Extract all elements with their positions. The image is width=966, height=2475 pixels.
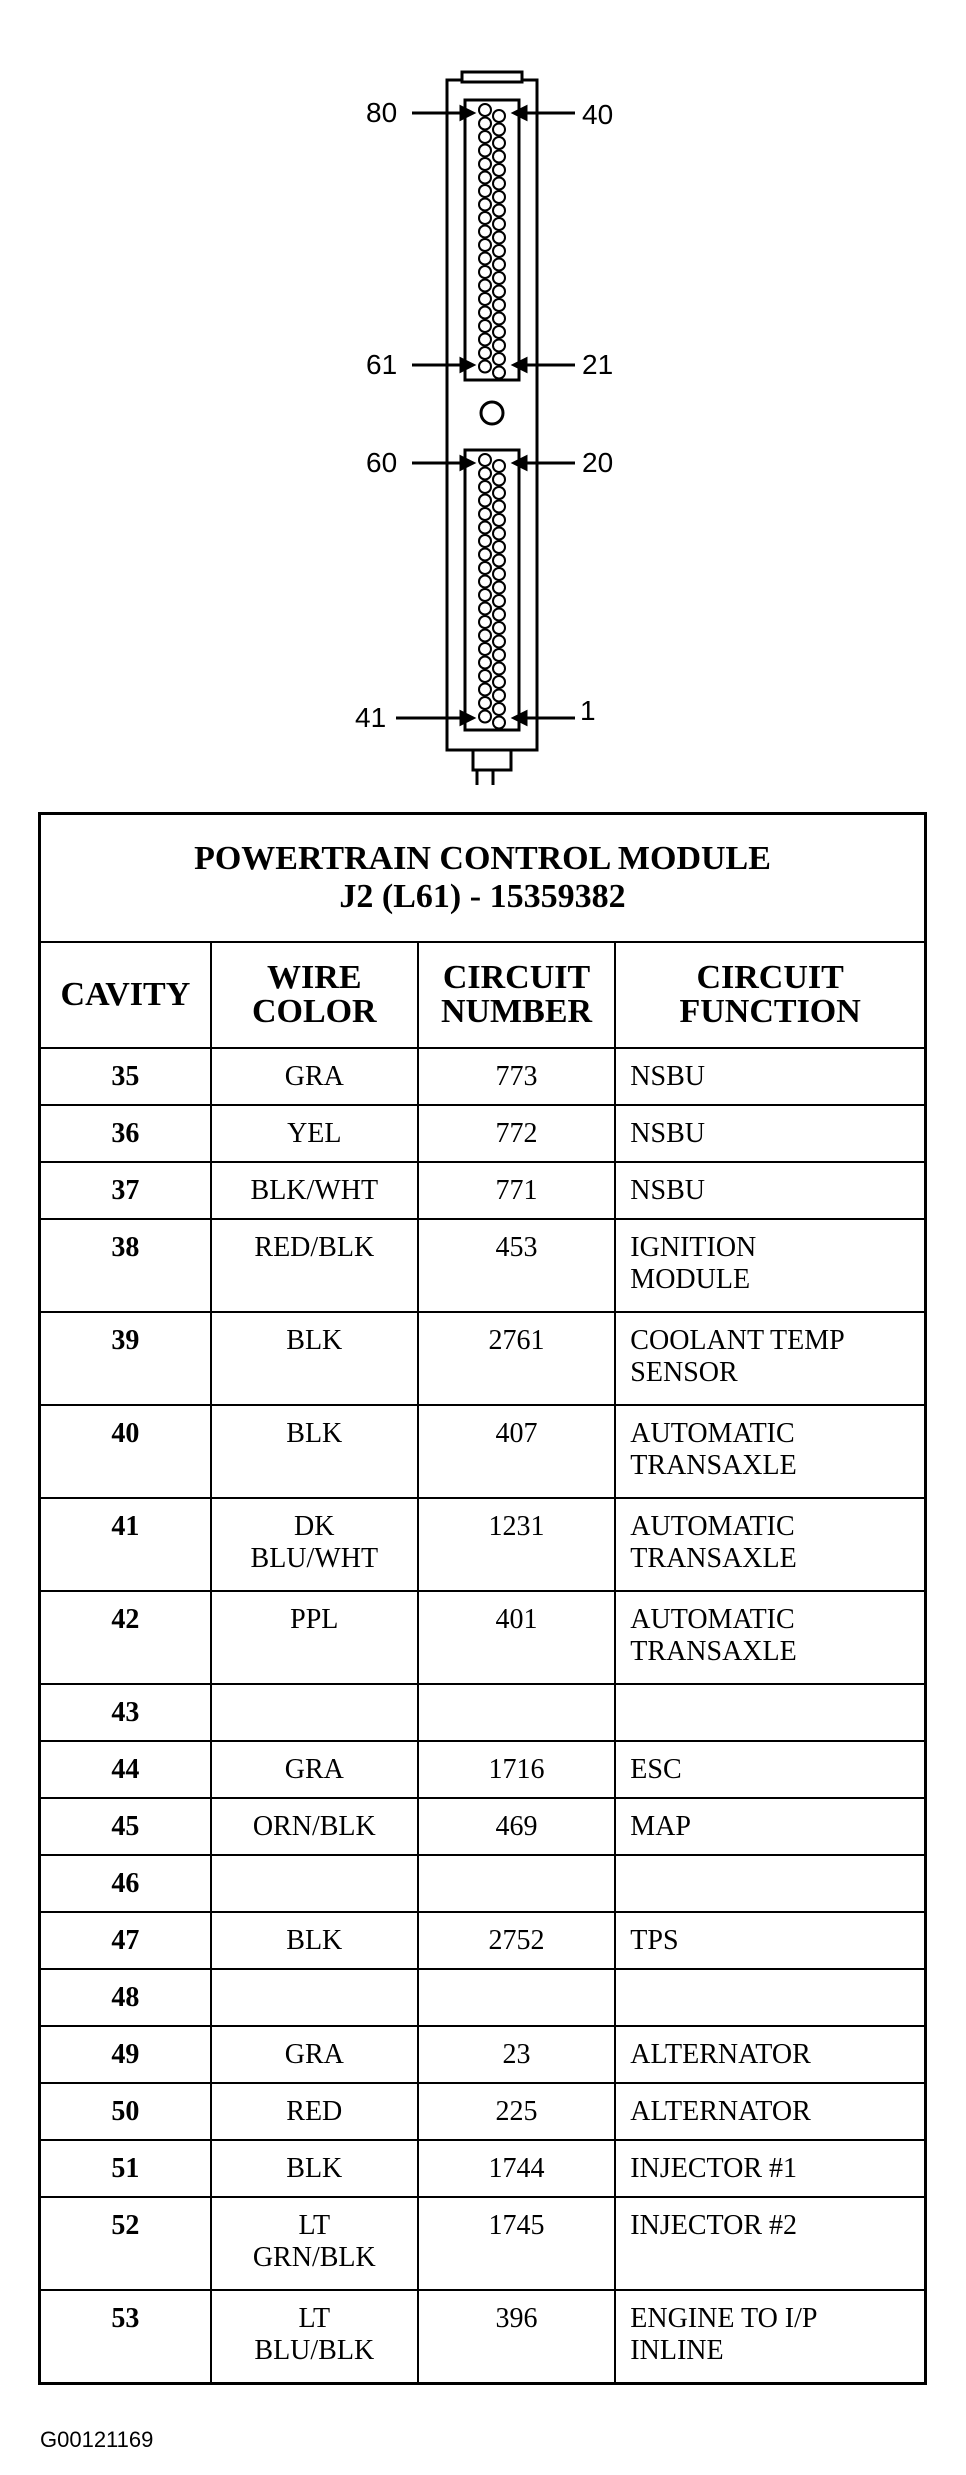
pin-hole <box>493 259 505 271</box>
table-row <box>40 1312 926 1405</box>
wire-color-cell <box>211 1684 418 1741</box>
circuit-number-cell <box>418 1969 616 2026</box>
table-row <box>40 1048 926 1105</box>
header-wire-color: WIRE COLOR <box>211 942 418 1048</box>
pin-label-61: 61 <box>366 349 398 380</box>
pin-hole <box>479 535 491 547</box>
circuit-function-cell: INJECTOR #1 <box>615 2140 925 2197</box>
pin-hole <box>493 528 505 540</box>
cavity-cell: 42 <box>40 1591 211 1684</box>
table-row <box>40 1105 926 1162</box>
pin-hole <box>479 307 491 319</box>
cavity-cell: 50 <box>40 2083 211 2140</box>
header-circuit-function: CIRCUIT FUNCTION <box>615 942 925 1048</box>
pin-label-80: 80 <box>366 97 398 128</box>
pin-label-60: 60 <box>366 447 398 478</box>
table-row <box>40 1969 926 2026</box>
header-circuit-number: CIRCUIT NUMBER <box>418 942 616 1048</box>
table-row <box>40 1798 926 1855</box>
pin-hole <box>493 353 505 365</box>
cavity-cell: 39 <box>40 1312 211 1405</box>
pin-hole <box>493 703 505 715</box>
wire-color-cell: GRA <box>211 1741 418 1798</box>
pin-hole <box>493 487 505 499</box>
pin-hole <box>479 104 491 116</box>
circuit-function-cell: NSBU <box>615 1162 925 1219</box>
circuit-function-cell: INJECTOR #2 <box>615 2197 925 2290</box>
pin-hole <box>479 266 491 278</box>
circuit-function-cell: MAP <box>615 1798 925 1855</box>
pin-hole <box>479 481 491 493</box>
table-row <box>40 1741 926 1798</box>
pin-hole <box>479 334 491 346</box>
pin-label-1: 1 <box>580 695 596 726</box>
pin-hole <box>479 226 491 238</box>
lower-pin-array <box>479 454 505 729</box>
pin-hole <box>479 670 491 682</box>
pin-hole <box>479 239 491 251</box>
pinout-table <box>38 812 927 2385</box>
wire-color-cell: GRA <box>211 2026 418 2083</box>
pin-hole <box>493 622 505 634</box>
pin-hole <box>479 280 491 292</box>
pin-hole <box>479 576 491 588</box>
cavity-cell: 44 <box>40 1741 211 1798</box>
pin-hole <box>493 245 505 257</box>
wire-color-cell <box>211 1855 418 1912</box>
pin-hole <box>479 347 491 359</box>
pin-hole <box>479 508 491 520</box>
pin-hole <box>479 212 491 224</box>
cavity-cell: 45 <box>40 1798 211 1855</box>
pin-hole <box>479 657 491 669</box>
circuit-number-cell <box>418 1684 616 1741</box>
wire-color-cell: LT GRN/BLK <box>211 2197 418 2290</box>
circuit-number-cell: 2752 <box>418 1912 616 1969</box>
circuit-number-cell: 771 <box>418 1162 616 1219</box>
pin-label-41: 41 <box>355 702 387 733</box>
table-row <box>40 1162 926 1219</box>
pin-hole <box>493 326 505 338</box>
pin-hole <box>493 582 505 594</box>
pin-hole <box>479 468 491 480</box>
cavity-cell: 37 <box>40 1162 211 1219</box>
cavity-cell: 47 <box>40 1912 211 1969</box>
wire-color-cell: ORN/BLK <box>211 1798 418 1855</box>
table-row <box>40 1591 926 1684</box>
circuit-function-cell: AUTOMATIC TRANSAXLE <box>615 1405 925 1498</box>
pin-hole <box>479 630 491 642</box>
circuit-number-cell: 1716 <box>418 1741 616 1798</box>
wire-color-cell: BLK <box>211 1312 418 1405</box>
pin-hole <box>493 595 505 607</box>
pin-hole <box>493 232 505 244</box>
pin-hole <box>493 205 505 217</box>
table-title-line2: J2 (L61) - 15359382 <box>339 878 626 915</box>
table-row <box>40 1855 926 1912</box>
table-row <box>40 1405 926 1498</box>
pin-hole <box>493 110 505 122</box>
pin-hole <box>479 711 491 723</box>
pin-hole <box>493 663 505 675</box>
wire-color-cell: DK BLU/WHT <box>211 1498 418 1591</box>
table-row <box>40 2290 926 2383</box>
table-title-line1: POWERTRAIN CONTROL MODULE <box>194 840 771 877</box>
connector-bottom-tail <box>473 750 511 770</box>
table-row <box>40 2083 926 2140</box>
circuit-function-cell: AUTOMATIC TRANSAXLE <box>615 1591 925 1684</box>
table-row <box>40 2026 926 2083</box>
cavity-cell: 49 <box>40 2026 211 2083</box>
pin-hole <box>479 549 491 561</box>
table-row <box>40 2197 926 2290</box>
pin-hole <box>493 649 505 661</box>
cavity-cell: 38 <box>40 1219 211 1312</box>
wire-color-cell: BLK <box>211 1912 418 1969</box>
wire-color-cell: BLK <box>211 1405 418 1498</box>
pin-hole <box>493 690 505 702</box>
circuit-number-cell: 1745 <box>418 2197 616 2290</box>
pin-hole <box>493 299 505 311</box>
pin-hole <box>493 340 505 352</box>
connector-top-tab <box>462 72 522 82</box>
pin-hole <box>493 272 505 284</box>
cavity-cell: 36 <box>40 1105 211 1162</box>
pin-hole <box>493 541 505 553</box>
connector-housing <box>447 80 537 750</box>
circuit-function-cell: AUTOMATIC TRANSAXLE <box>615 1498 925 1591</box>
circuit-number-cell: 396 <box>418 2290 616 2383</box>
pin-hole <box>479 562 491 574</box>
pin-hole <box>493 568 505 580</box>
pin-hole <box>493 151 505 163</box>
circuit-function-cell: ENGINE TO I/P INLINE <box>615 2290 925 2383</box>
circuit-number-cell: 469 <box>418 1798 616 1855</box>
pin-hole <box>479 145 491 157</box>
wire-color-cell: BLK <box>211 2140 418 2197</box>
pin-hole <box>493 367 505 379</box>
pin-hole <box>493 286 505 298</box>
circuit-function-cell <box>615 1684 925 1741</box>
table-row <box>40 1498 926 1591</box>
pin-hole <box>479 616 491 628</box>
cavity-cell: 46 <box>40 1855 211 1912</box>
wire-color-cell: LT BLU/BLK <box>211 2290 418 2383</box>
circuit-number-cell <box>418 1855 616 1912</box>
pin-hole <box>493 555 505 567</box>
cavity-cell: 52 <box>40 2197 211 2290</box>
pin-hole <box>493 501 505 513</box>
pin-hole <box>493 717 505 729</box>
pin-hole <box>479 185 491 197</box>
circuit-number-cell: 772 <box>418 1105 616 1162</box>
pin-hole <box>479 522 491 534</box>
circuit-function-cell: IGNITION MODULE <box>615 1219 925 1312</box>
lower-pin-block <box>465 450 519 730</box>
circuit-number-cell: 1744 <box>418 2140 616 2197</box>
wire-color-cell <box>211 1969 418 2026</box>
pin-hole <box>493 124 505 136</box>
header-cavity: CAVITY <box>40 942 211 1048</box>
pin-hole <box>493 676 505 688</box>
wire-color-cell: RED/BLK <box>211 1219 418 1312</box>
pin-hole <box>493 514 505 526</box>
pin-hole <box>493 218 505 230</box>
pin-hole <box>479 361 491 373</box>
cavity-cell: 53 <box>40 2290 211 2383</box>
pin-hole <box>493 460 505 472</box>
circuit-number-cell: 225 <box>418 2083 616 2140</box>
pin-hole <box>493 609 505 621</box>
wire-color-cell: YEL <box>211 1105 418 1162</box>
pin-hole <box>493 137 505 149</box>
upper-pin-block <box>465 100 519 380</box>
pin-hole <box>479 172 491 184</box>
circuit-number-cell: 773 <box>418 1048 616 1105</box>
pin-hole <box>479 589 491 601</box>
pin-label-40: 40 <box>582 99 614 130</box>
pin-hole <box>493 474 505 486</box>
table-row <box>40 1684 926 1741</box>
pin-label-21: 21 <box>582 349 614 380</box>
pin-hole <box>479 131 491 143</box>
pin-hole <box>479 697 491 709</box>
cavity-cell: 51 <box>40 2140 211 2197</box>
pin-hole <box>479 158 491 170</box>
circuit-number-cell: 401 <box>418 1591 616 1684</box>
circuit-function-cell: NSBU <box>615 1048 925 1105</box>
pin-hole <box>479 253 491 265</box>
cavity-cell: 40 <box>40 1405 211 1498</box>
figure-id: G00121169 <box>40 2427 154 2452</box>
pin-hole <box>479 320 491 332</box>
table-row <box>40 1912 926 1969</box>
circuit-function-cell: ALTERNATOR <box>615 2083 925 2140</box>
cavity-cell: 43 <box>40 1684 211 1741</box>
table-body <box>40 1048 926 2383</box>
pin-hole <box>479 293 491 305</box>
circuit-function-cell: NSBU <box>615 1105 925 1162</box>
circuit-function-cell <box>615 1969 925 2026</box>
circuit-number-cell: 1231 <box>418 1498 616 1591</box>
upper-pin-array <box>479 104 505 379</box>
pin-hole <box>479 684 491 696</box>
pin-hole <box>479 199 491 211</box>
circuit-number-cell: 407 <box>418 1405 616 1498</box>
pin-hole <box>479 454 491 466</box>
table-row <box>40 1219 926 1312</box>
wire-color-cell: RED <box>211 2083 418 2140</box>
center-key-hole <box>481 402 503 424</box>
connector-diagram <box>0 0 966 790</box>
table-title <box>40 814 926 943</box>
circuit-function-cell: ALTERNATOR <box>615 2026 925 2083</box>
circuit-function-cell: COOLANT TEMP SENSOR <box>615 1312 925 1405</box>
circuit-number-cell: 23 <box>418 2026 616 2083</box>
pin-hole <box>479 603 491 615</box>
pin-hole <box>479 118 491 130</box>
circuit-function-cell <box>615 1855 925 1912</box>
pin-hole <box>493 178 505 190</box>
wire-color-cell: PPL <box>211 1591 418 1684</box>
circuit-function-cell: ESC <box>615 1741 925 1798</box>
circuit-function-cell: TPS <box>615 1912 925 1969</box>
pin-hole <box>493 164 505 176</box>
pin-hole <box>493 191 505 203</box>
pin-hole <box>479 643 491 655</box>
pin-hole <box>493 313 505 325</box>
pin-hole <box>493 636 505 648</box>
pin-label-20: 20 <box>582 447 614 478</box>
cavity-cell: 35 <box>40 1048 211 1105</box>
wire-color-cell: GRA <box>211 1048 418 1105</box>
pin-hole <box>479 495 491 507</box>
table-row <box>40 2140 926 2197</box>
cavity-cell: 48 <box>40 1969 211 2026</box>
circuit-number-cell: 2761 <box>418 1312 616 1405</box>
cavity-cell: 41 <box>40 1498 211 1591</box>
circuit-number-cell: 453 <box>418 1219 616 1312</box>
wire-color-cell: BLK/WHT <box>211 1162 418 1219</box>
